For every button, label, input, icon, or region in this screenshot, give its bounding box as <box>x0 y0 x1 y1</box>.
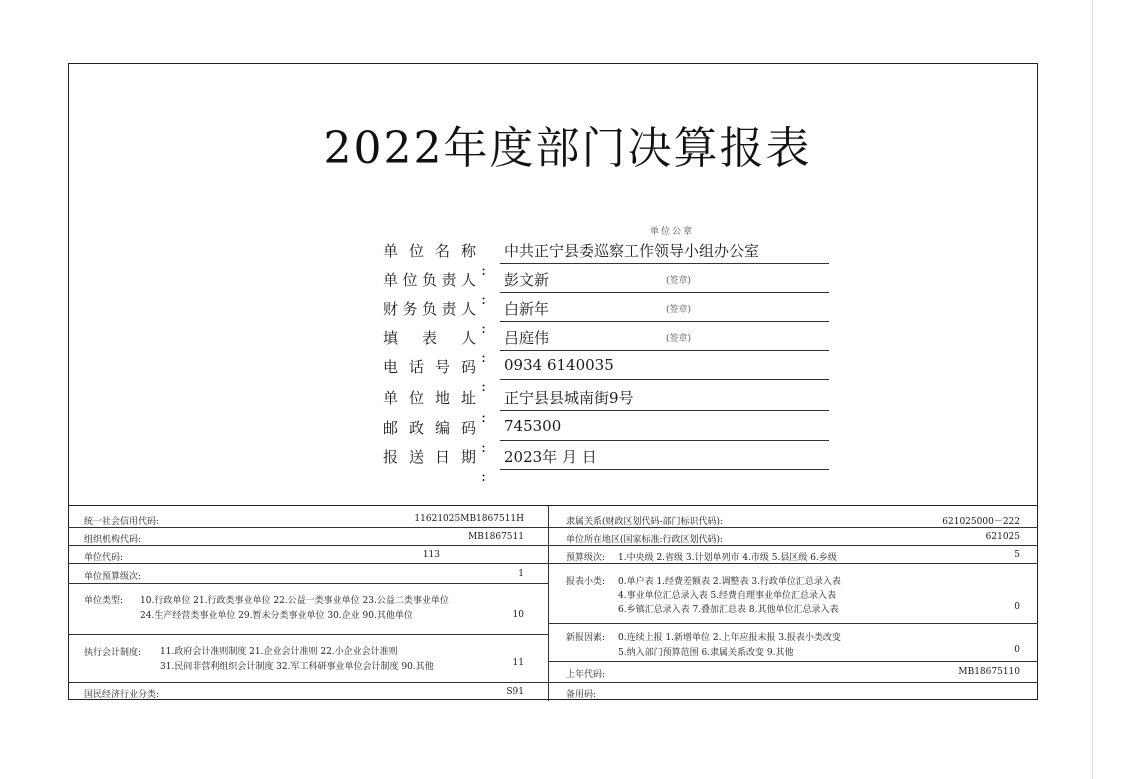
credit-code-label: 统一社会信用代码: <box>84 517 160 527</box>
info-label <box>383 446 495 485</box>
label-char: 人 <box>460 271 476 289</box>
unit-code-table <box>68 505 1038 701</box>
label-colon: : <box>481 438 487 456</box>
row-divider <box>548 545 1038 546</box>
label-char: 人 <box>460 329 476 347</box>
row-divider <box>68 682 548 683</box>
info-label-text <box>383 387 476 408</box>
info-label-text <box>383 298 476 319</box>
label-char: 财 <box>383 300 399 318</box>
label-colon: : <box>481 377 487 395</box>
report-type-options-line1: 0.单户表 1.经费差额表 2.调整表 3.行政单位汇总录入表 <box>618 577 841 587</box>
info-label <box>383 387 495 426</box>
label-char: 负 <box>421 271 437 289</box>
affiliation-label: 隶属关系(财政区划代码-部门标识代码): <box>566 517 724 527</box>
label-char: 址 <box>460 389 476 407</box>
label-char: 码 <box>460 419 476 437</box>
unit-type-options-line1: 10.行政单位 21.行政类事业单位 22.公益一类事业单位 23.公益二类事业单位 <box>140 596 449 606</box>
label-char: 单 <box>383 271 399 289</box>
info-row <box>383 417 833 456</box>
signature-note: (签章) <box>666 334 692 344</box>
info-row <box>383 269 833 308</box>
new-factor-label: 新报因素: <box>566 633 606 643</box>
affiliation-value: 621025000－222 <box>942 517 1020 527</box>
new-factor-options-line2: 5.纳入部门预算范围 6.隶属关系改变 9.其他 <box>618 648 794 658</box>
label-colon: : <box>481 319 487 337</box>
info-row <box>383 240 833 279</box>
info-value: 彭文新 <box>500 269 829 293</box>
unit-type-options-line2: 24.生产经营类事业单位 29.暂未分类事业单位 30.企业 90.其他单位 <box>140 611 413 621</box>
info-label <box>383 240 495 279</box>
info-label <box>383 417 495 456</box>
label-char: 责 <box>441 271 457 289</box>
label-char: 位 <box>408 389 424 407</box>
row-divider <box>68 563 548 564</box>
label-char: 号 <box>434 358 450 376</box>
info-row <box>383 446 833 485</box>
budget-tier-options: 1.中央级 2.省级 3.计划单列市 4.市级 5.县区级 6.乡级 <box>618 553 837 563</box>
label-char: 人 <box>460 300 476 318</box>
info-label <box>383 298 495 337</box>
new-factor-value: 0 <box>1014 645 1020 655</box>
info-label <box>383 269 495 308</box>
report-type-label: 报表小类: <box>566 577 606 587</box>
info-value: 0934 6140035 <box>500 356 829 380</box>
column-divider <box>548 506 549 701</box>
org-code-value: MB1867511 <box>468 532 524 542</box>
label-char: 邮 <box>383 419 399 437</box>
info-label-text <box>383 327 476 348</box>
label-char: 编 <box>434 419 450 437</box>
label-char: 地 <box>434 389 450 407</box>
budget-level-label: 单位预算级次: <box>84 572 142 582</box>
row-divider <box>68 527 548 528</box>
label-char: 政 <box>408 419 424 437</box>
unit-type-label: 单位类型: <box>84 596 124 606</box>
label-colon: : <box>481 467 487 485</box>
report-type-options-line2: 4.事业单位汇总录入表 5.经费自理事业单位汇总录入表 <box>618 591 837 601</box>
label-char: 名 <box>434 242 450 260</box>
row-divider <box>68 583 548 584</box>
info-label-text <box>383 417 476 438</box>
label-char: 送 <box>408 448 424 466</box>
unit-type-value: 10 <box>512 610 524 620</box>
label-char: 单 <box>383 389 399 407</box>
info-label-text <box>383 356 476 377</box>
info-value: 745300 <box>500 417 829 441</box>
label-char: 码 <box>460 358 476 376</box>
label-char: 务 <box>402 300 418 318</box>
label-char: 报 <box>383 448 399 466</box>
row-divider <box>68 545 548 546</box>
label-char: 负 <box>421 300 437 318</box>
budget-level-value: 1 <box>518 569 524 579</box>
info-value: 吕庭伟 <box>500 327 829 351</box>
accounting-system-label: 执行会计制度: <box>84 648 142 658</box>
info-row <box>383 356 833 395</box>
new-factor-options-line1: 0.连续上报 1.新增单位 2.上年应报未报 3.报表小类改变 <box>618 633 841 643</box>
unit-code-value: 113 <box>422 550 440 560</box>
info-label-text <box>383 269 476 290</box>
label-char: 日 <box>434 448 450 466</box>
label-char: 表 <box>421 329 437 347</box>
row-divider <box>548 682 1038 683</box>
label-char: 位 <box>408 242 424 260</box>
previous-code-label: 上年代码: <box>566 670 606 680</box>
signature-note: (签章) <box>666 305 692 315</box>
region-value: 621025 <box>985 532 1020 542</box>
accounting-options-line2: 31.民间非营利组织会计制度 32.军工科研事业单位会计制度 90.其他 <box>160 662 434 672</box>
row-divider <box>68 634 548 635</box>
accounting-system-value: 11 <box>512 658 524 668</box>
row-divider <box>548 527 1038 528</box>
label-char: 单 <box>383 242 399 260</box>
label-char: 责 <box>441 300 457 318</box>
credit-code-value: 11621025MB1867511H <box>414 514 524 524</box>
info-row <box>383 298 833 337</box>
budget-tier-label: 预算级次: <box>566 553 606 563</box>
budget-tier-value: 5 <box>1014 550 1020 560</box>
industry-value: S91 <box>506 687 524 697</box>
label-colon: : <box>481 348 487 366</box>
info-value: 2023年 月 日 <box>500 446 829 470</box>
unit-code-label: 单位代码: <box>84 553 124 563</box>
info-label <box>383 356 495 395</box>
row-divider <box>548 563 1038 564</box>
label-char: 位 <box>402 271 418 289</box>
label-char: 称 <box>460 242 476 260</box>
report-type-options-line3: 6.乡镇汇总录入表 7.叠加汇总表 8.其他单位汇总录入表 <box>618 605 839 615</box>
seal-note: 单位公章 <box>650 227 695 237</box>
report-type-value: 0 <box>1014 602 1020 612</box>
region-label: 单位所在地区(国家标准:行政区划代码): <box>566 535 724 545</box>
info-label-text <box>383 240 476 261</box>
signature-note: (签章) <box>666 276 692 286</box>
row-divider <box>548 623 1038 624</box>
info-value: 中共正宁县委巡察工作领导小组办公室 <box>500 240 829 264</box>
label-char: 期 <box>460 448 476 466</box>
org-code-label: 组织机构代码: <box>84 535 142 545</box>
info-value: 正宁县县城南街9号 <box>500 387 829 411</box>
reserve-code-label: 备用码: <box>566 690 597 700</box>
label-colon: : <box>481 290 487 308</box>
label-colon: : <box>481 408 487 426</box>
label-char: 话 <box>408 358 424 376</box>
accounting-options-line1: 11.政府会计准则制度 21.企业会计准则 22.小企业会计准则 <box>160 647 398 657</box>
label-colon: : <box>481 261 487 279</box>
label-char: 电 <box>383 358 399 376</box>
previous-code-value: MB18675110 <box>958 667 1020 677</box>
page-title: 2022年度部门决算报表 <box>323 123 812 174</box>
row-divider <box>548 661 1038 662</box>
info-label <box>383 327 495 366</box>
info-value: 白新年 <box>500 298 829 322</box>
label-char: 填 <box>383 329 399 347</box>
info-label-text <box>383 446 476 467</box>
industry-label: 国民经济行业分类: <box>84 690 160 700</box>
